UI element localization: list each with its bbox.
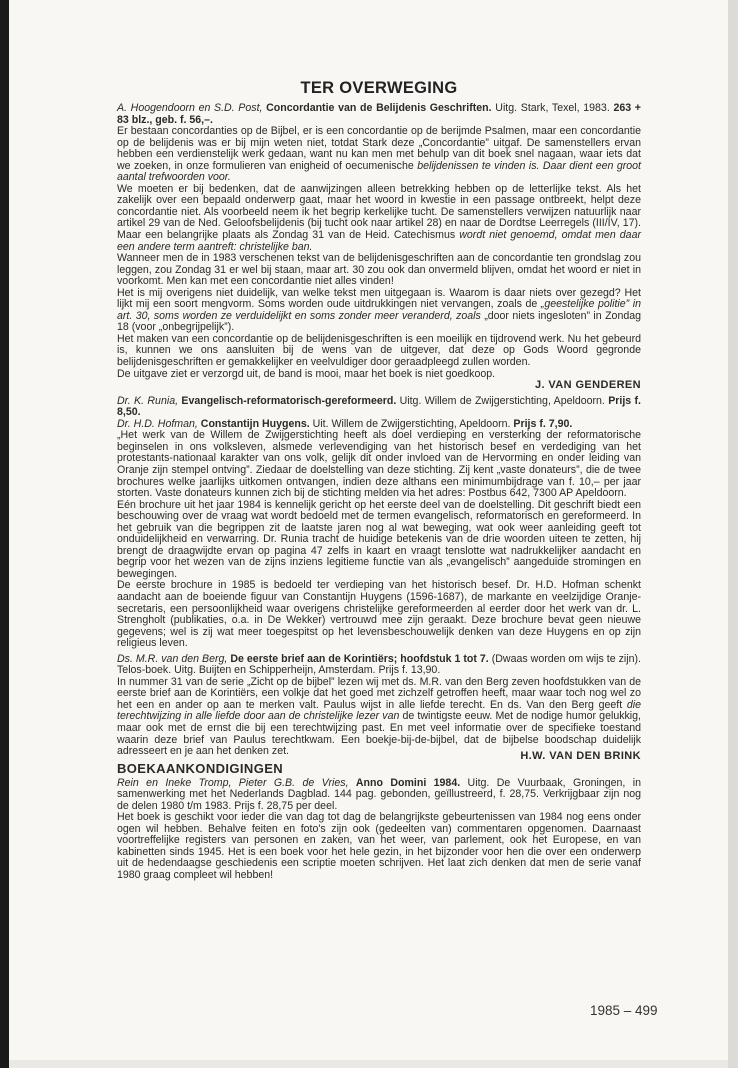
book-title: Constantijn Huygens. — [200, 417, 310, 430]
paragraph — [117, 126, 641, 184]
page-title: TER OVERWEGING — [300, 79, 458, 97]
book-details: (Dwaas worden om wijs te zijn). Telos-boek. Uitg. Buijten en Schipperheijn, Amsterdam. Prijs f. 13,90. — [117, 652, 642, 677]
book-title: De eerste brief aan de Korintiërs; hoofdstuk 1 tot 7. — [230, 652, 489, 665]
text-segment: We moeten er bij bedenken, dat de aanwijzingen alleen betrekking hebben op de letterlijke tekst. Als het zakelijk over een bepaald onderwerp gaat, maar het woord in kwestie in een passage ontbreekt, helpt deze concordantie niet. Als voorbeeld neem ik het begrip kerkelijke tucht. De samenstellers verwijzen natuurlijk naar artikel 29 van de Ned. Geloofsbelijdenis (bij tucht ook naar artikel 28) en naar de Dordtse Leerregels (III/IV, 17). Maar een belangrijke plaats als Zondag 31 van de Heid. Catechismus — [117, 182, 641, 242]
scan-edge-left — [0, 0, 9, 1068]
book-author: Rein en Ineke Tromp, Pieter G.B. de Vries, — [117, 776, 356, 789]
book-details: Prijs f. 8,50. — [117, 394, 641, 419]
page-number: 1985 – 499 — [590, 1003, 658, 1018]
text-segment: De eerste brochure in 1985 is bedoeld ter verdieping van het historisch besef. Dr. H.D. Hofman schenkt aandacht aan de boeiende figuur van Constantijn Huygens (1596-1687), de markante en veelzijdige Oranje-secretaris, een persoonlijkheid waar overigens christelijke gereformeerden al eerder door het werk van dr. L. Strengholt (publikaties, o.a. in De Wekker) vertrouwd mee zijn geraakt. Deze brochure bevat geen nieuwe gegevens; wel is zij wat meer toegespitst op het levensbeschouwelijk denken van deze Huygens en op zijn religieus leven. — [117, 579, 641, 650]
scan-edge-right — [728, 0, 738, 1068]
book-title: Anno Domini 1984. — [355, 776, 461, 789]
text-segment: De uitgave ziet er verzorgd uit, de band is mooi, maar het boek is niet goedkoop. — [117, 367, 496, 380]
section-heading: BOEKAANKONDIGINGEN — [117, 760, 284, 776]
paragraph — [117, 812, 641, 881]
book-details: 263 + 83 blz., geb. f. 56,–. — [117, 102, 641, 126]
paragraph — [117, 580, 641, 649]
book-author: Dr. H.D. Hofman, — [117, 417, 201, 430]
text-segment: de twintigste eeuw. Met de nodige humor gelukkig, maar ook met de ernst die bij een terechtwijzing past. En met veel informatie over de specifieke toestand waarin deze brief van Paulus terechtkwam. Een boekje-bij-de-bijbel, dat de bijbelse boodschap duidelijk adresseert en je aan het denken zet. — [117, 710, 641, 758]
book-details: Uitg. Stark, Texel, 1983. — [491, 102, 614, 114]
book-citation — [117, 396, 641, 419]
book-details: Uit. Willem de Zwijgerstichting, Apeldoorn. — [309, 417, 514, 430]
paragraph — [117, 675, 641, 763]
text-segment: Eén brochure uit het jaar 1984 is kennelijk gericht op het eerste deel van de doelstelling. Dit geschrift biedt een beschouwing over de vraag wat wordt bedoeld met de termen evangelisch, reformatorisch en gereformeerd. In het gebruik van die begrippen zit de laatste jaren nog al wat beweging, wat ook weer aanleiding geeft tot onduidelijkheid en verwarring. Dr. Runia tracht de huidige betekenis van de drie woorden uiteen te zetten, hij brengt de draagwijdte ervan op pagina 47 zelfs in kaart en vraagt tenslotte wat nadrukkelijker aandacht en begrip voor het wezen van de zijns inziens legitieme functie van als „evangelisch” aangeduide stromingen en bewegingen. — [117, 498, 641, 580]
paragraph — [117, 288, 641, 334]
reviewer-signature: J. VAN GENDEREN — [534, 379, 641, 392]
text-segment: Wanneer men de in 1983 verschenen tekst van de belijdenisgeschriften aan de concordantie ten grondslag zou leggen, zou Zondag 31 er wel bij staan, maar art. 30 zou ook dan onvermeld blijven, omdat het woord er niet in voorkomt. Men kan met een concordantie niet alles vinden! — [117, 252, 641, 288]
text-segment: „geestelijke politie” in art. 30, soms worden ze verduidelijkt en soms zonder meer veranderd, zoals — [117, 298, 641, 322]
text-segment: „door niets ingesloten” in Zondag 18 (voor „onbegrijpelijk”). — [117, 309, 642, 334]
book-author: Ds. M.R. van den Berg, — [117, 652, 231, 665]
paragraph — [117, 184, 641, 253]
paragraph — [117, 334, 641, 369]
text-segment: In nummer 31 van de serie „Zicht op de bijbel” lezen wij met ds. M.R. van den Berg zeven hoofdstukken van de eerste brief aan de Korintiërs, een volkje dat het goed met zichzelf getroffen heeft, maar waar toch nog wel zo het een en ander op aan te merken valt. Paulus wijst in alle liefde terecht. En ds. Van den Berg geeft — [117, 675, 641, 711]
book-title: Evangelisch-reformatorisch-gereformeerd. — [181, 394, 397, 407]
book-details: Uitg. Willem de Zwijgerstichting, Apeldoorn. — [396, 394, 609, 407]
text-segment: belijdenissen te vinden is. Daar dient een groot aantal trefwoorden voor. — [117, 159, 641, 184]
text-segment: wordt niet genoemd, omdat men daar een andere term aantreft: christelijke ban. — [117, 229, 641, 253]
book-citation — [117, 103, 641, 126]
text-segment: „Het werk van de Willem de Zwijgerstichting heeft als doel verdieping en versterking der reformatorische beginselen in ons volksleven, alsmede verlevendiging van het historisch besef en verdediging van het protestants-nationaal karakter van ons volk, gelijk dit onder invloed van de Hervorming en onder leiding van Oranje zijn stempel ontving”. Ziedaar de doelstelling van deze stichting. Zij kent „vaste donateurs”, die de twee brochures welke jaarlijks uitkomen ontvangen, indien deze althans een minimumbijdrage van f. 10,– per jaar storten. Vaste donateurs kunnen zich bij de stichting melden via het adres: Postbus 642, 7300 AP Apeldoorn. — [117, 429, 641, 500]
book-citation — [117, 778, 641, 813]
book-title: Concordantie van de Belijdenis Geschriften. — [266, 102, 492, 114]
book-author: A. Hoogendoorn en S.D. Post, — [117, 102, 267, 114]
text-segment: Het boek is geschikt voor ieder die van dag tot dag de belangrijkste gebeurtenissen van 1984 nog eens onder ogen wil hebben. Behalve feiten en foto's zijn ook (gedeelten van) commentaren opgenomen. Daarnaast voortreffelijke registers van personen en zaken, van het weer, van parlement, ook het Europese, en van kabinetten sinds 1945. Het is een boek voor het hele gezin, in het bijzonder voor hen die over een onderwerp uit de hedendaagse geschiedenis een scriptie moeten schrijven. Het laat zich denken dat men de serie vanaf 1980 graag compleet wil hebben! — [117, 811, 641, 881]
page-content — [117, 78, 641, 882]
book-author: Dr. K. Runia, — [117, 394, 182, 407]
text-segment: Het is mij overigens niet duidelijk, van welke tekst men uitgegaan is. Waarom is daar niets over gezegd? Het lijkt mij een soort mengvorm. Soms worden oude uitdrukkingen niet vervangen, zoals de — [117, 286, 641, 311]
text-segment: Er bestaan concordanties op de Bijbel, er is een concordantie op de berijmde Psalmen, maar een concordantie op de belijdenis was er bij mijn weten niet, totdat Stark deze „Concordantie” uitgaf. De samenstellers ervan hebben een verdienstelijk werk gedaan, want nu kan men met behulp van dit boek snel nagaan, waar iets dat we zoeken, in onze formulieren van enigheid of oecumenische — [117, 125, 641, 172]
book-details: Uitg. De Vuurbaak, Groningen, in samenwerking met het Nederlands Dagblad. 144 pag. gebonden, geïllustreerd, f. 28,75. Verkrijgbaar zijn nog de delen 1980 t/m 1983. Prijs f. 28,75 per deel. — [117, 776, 642, 812]
paragraph — [117, 253, 641, 288]
reviewer-signature: H.W. VAN DEN BRINK — [520, 750, 641, 763]
text-segment: Het maken van een concordantie op de belijdenisgeschriften is een moeilijk en tijdrovend werk. Nu het gebeurd is, kunnen we ons aansluiten bij de wens van de uitgever, dat deze op Gods Woord gegronde belijdenisgeschriften er gemakkelijker en veelvuldiger door geraadpleegd zullen worden. — [117, 332, 641, 369]
text-segment: die terechtwijzing in alle liefde door aan de christelijke lezer van — [117, 698, 641, 723]
paragraph — [117, 430, 641, 499]
article-body — [117, 103, 641, 882]
book-details: Prijs f. 7,90. — [513, 417, 573, 430]
book-citation — [117, 654, 641, 677]
paragraph — [117, 500, 641, 581]
